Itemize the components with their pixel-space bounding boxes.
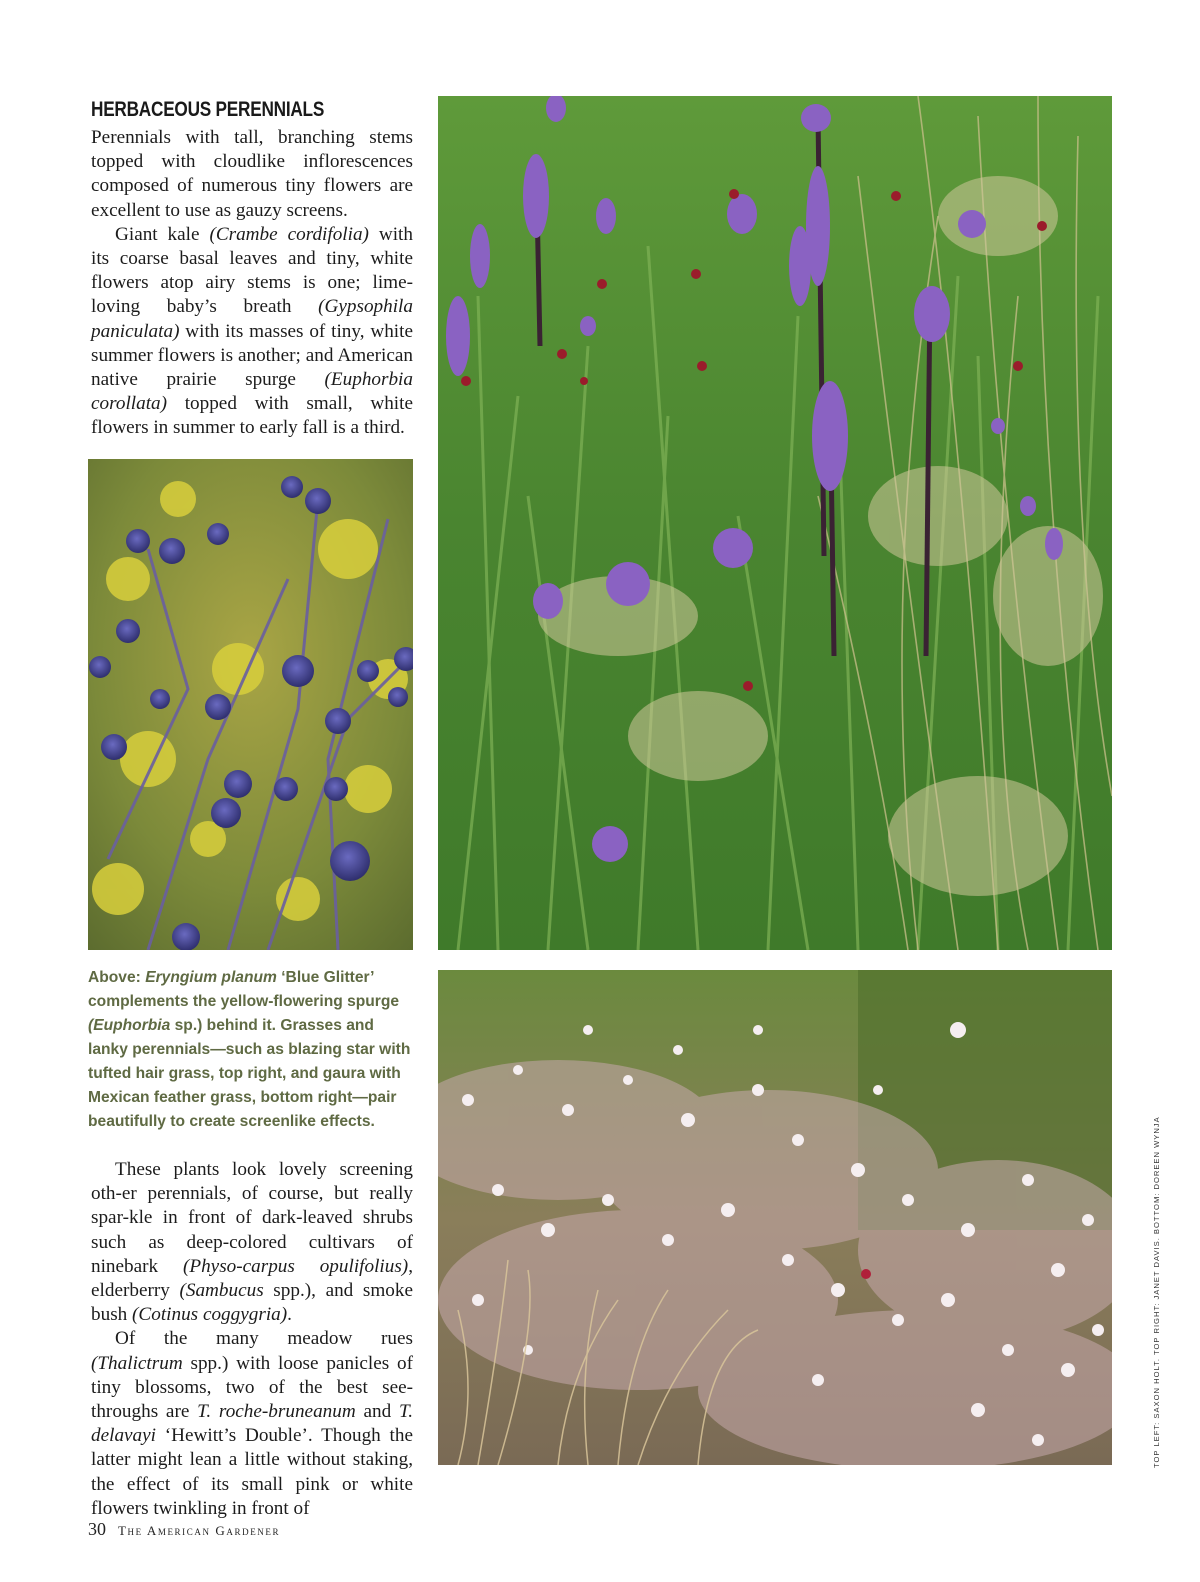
body-text bbox=[91, 1158, 413, 1521]
section-heading: HERBACEOUS PERENNIALS bbox=[91, 98, 325, 121]
blazing-star-photo bbox=[438, 96, 1112, 950]
intro-paragraph-2: Giant kale (Crambe cordifolia) with its coarse basal leaves and tiny, white flowers atop airy stems is one; lime-loving baby’s breath (Gypsophila paniculata) with its masses of tiny, white summer flowers is another; and American native prairie spurge (Euphorbia corollata) topped with small, white flowers in summer to early fall is a third. bbox=[91, 223, 413, 439]
publication-name: The American Gardener bbox=[118, 1523, 281, 1538]
photo-credit: TOP LEFT: SAXON HOLT. TOP RIGHT: JANET DAVIS. BOTTOM: DOREEN WYNJA bbox=[1152, 1116, 1161, 1468]
page-footer bbox=[88, 1519, 280, 1540]
gaura-photo bbox=[438, 970, 1112, 1465]
body-paragraph-1: These plants look lovely screening oth-er perennials, of course, but really spar-kle in front of dark-leaved shrubs such as deep-colored cultivars of ninebark (Physo-carpus opulifolius), elderberry (Sambucus spp.), and smoke bush (Cotinus coggygria). bbox=[91, 1159, 413, 1326]
intro-paragraph-1: Perennials with tall, branching stems topped with cloudlike inflorescences composed of numerous tiny flowers are excellent to use as gauzy screens. bbox=[91, 127, 413, 221]
photo-caption: Above: Eryngium planum ‘Blue Glitter’ complements the yellow-flowering spurge (Euphorbia sp.) behind it. Grasses and lanky perennials—such as blazing star with tufted hair grass, top right, and gaura with Mexican feather grass, bottom right—pair beautifully to create screenlike effects. bbox=[88, 969, 411, 1130]
intro-text bbox=[91, 126, 413, 441]
eryngium-photo bbox=[88, 459, 413, 950]
body-paragraph-2: Of the many meadow rues (Thalictrum spp.) with loose panicles of tiny blossoms, two of the best see-throughs are T. roche-bruneanum and T. delavayi ‘Hewitt’s Double’. Though the latter might lean a little without staking, the effect of its small pink or white flowers twinkling in front of bbox=[91, 1328, 413, 1519]
page-number: 30 bbox=[88, 1519, 106, 1539]
